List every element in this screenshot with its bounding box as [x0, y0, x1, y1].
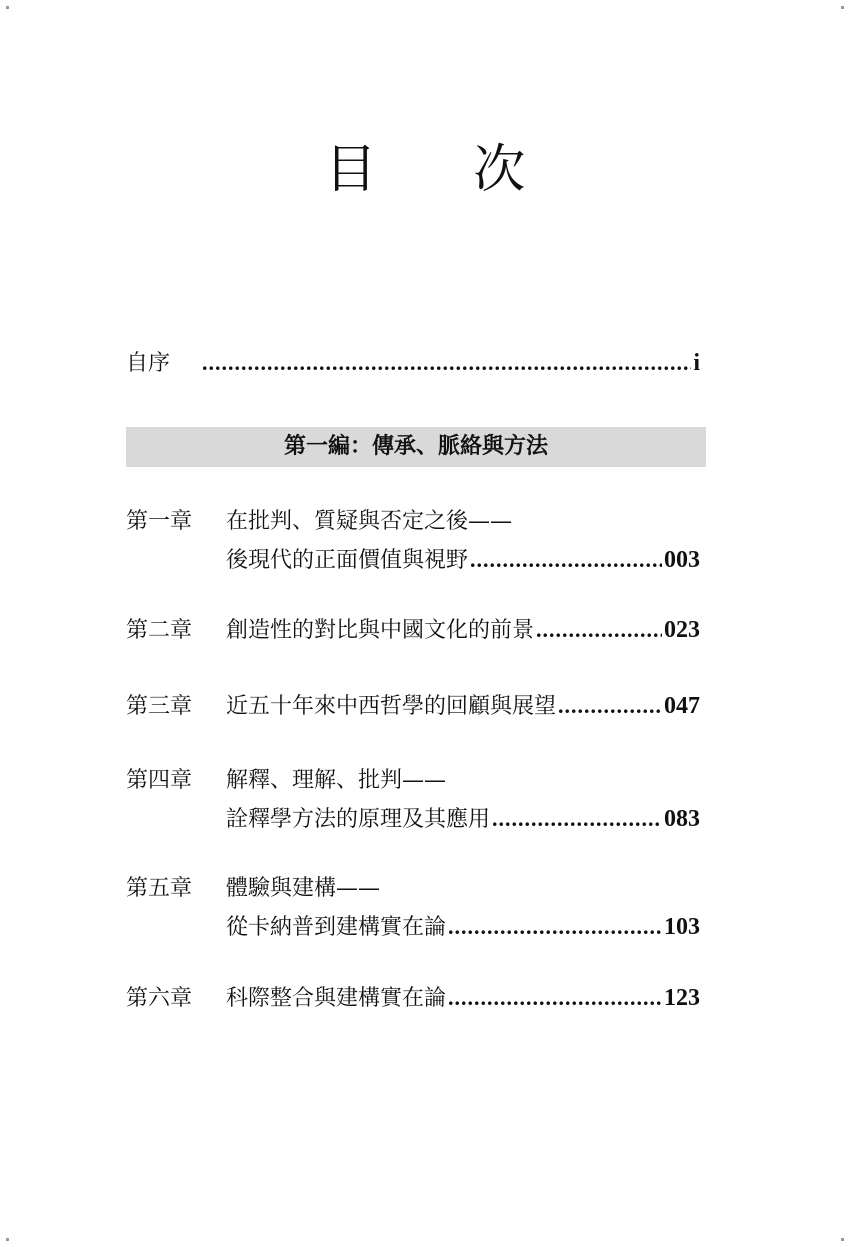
- chapter-page-number: 003: [664, 547, 700, 573]
- dot-leader: [448, 979, 662, 1017]
- dot-leader: [448, 908, 662, 946]
- corner-mark-top-left: [6, 6, 9, 9]
- chapter-number: 第二章: [126, 618, 193, 643]
- toc-entry-chapter-2[interactable]: [126, 611, 700, 649]
- chapter-number: 第五章: [126, 876, 193, 901]
- toc-entry-chapter-6[interactable]: [126, 979, 700, 1017]
- chapter-subtitle: 後現代的正面價值與視野: [226, 548, 469, 573]
- chapter-page-number: 047: [664, 693, 700, 719]
- toc-entry-preface[interactable]: [126, 345, 700, 382]
- chapter-number: 第三章: [126, 694, 193, 719]
- preface-label: 自序: [126, 351, 171, 376]
- corner-mark-bottom-right: [841, 1238, 844, 1241]
- chapter-number: 第一章: [126, 509, 193, 534]
- toc-entry-chapter-5[interactable]: [126, 870, 700, 946]
- chapter-number: 第四章: [126, 768, 193, 793]
- page-title: 目 次: [324, 140, 566, 200]
- toc-entry-chapter-4[interactable]: [126, 762, 700, 838]
- part-heading: [126, 427, 706, 467]
- chapter-subtitle: 詮釋學方法的原理及其應用: [226, 807, 491, 832]
- chapter-page-number: 083: [664, 806, 700, 832]
- toc-entry-chapter-1[interactable]: [126, 503, 700, 579]
- part-title: 第一編：傳承、脈絡與方法: [283, 434, 548, 459]
- chapter-title: 體驗與建構——: [226, 876, 381, 901]
- corner-mark-bottom-left: [6, 1238, 9, 1241]
- corner-mark-top-right: [841, 6, 844, 9]
- chapter-page-number: 023: [664, 617, 700, 643]
- chapter-number: 第六章: [126, 986, 193, 1011]
- chapter-page-number: 123: [664, 985, 700, 1011]
- toc-entry-chapter-3[interactable]: [126, 687, 700, 725]
- chapter-title: 科際整合與建構實在論: [226, 986, 447, 1011]
- chapter-title: 近五十年來中西哲學的回顧與展望: [226, 694, 557, 719]
- chapter-title: 解釋、理解、批判——: [226, 768, 447, 793]
- chapter-title: 在批判、質疑與否定之後——: [226, 509, 513, 534]
- dot-leader: [202, 345, 691, 381]
- dot-leader: [492, 800, 662, 838]
- chapter-page-number: 103: [664, 914, 700, 940]
- dot-leader: [470, 541, 662, 579]
- chapter-title: 創造性的對比與中國文化的前景: [226, 618, 535, 643]
- preface-page-number: i: [693, 350, 700, 376]
- dot-leader: [558, 687, 662, 725]
- dot-leader: [536, 611, 662, 649]
- chapter-subtitle: 從卡納普到建構實在論: [226, 915, 447, 940]
